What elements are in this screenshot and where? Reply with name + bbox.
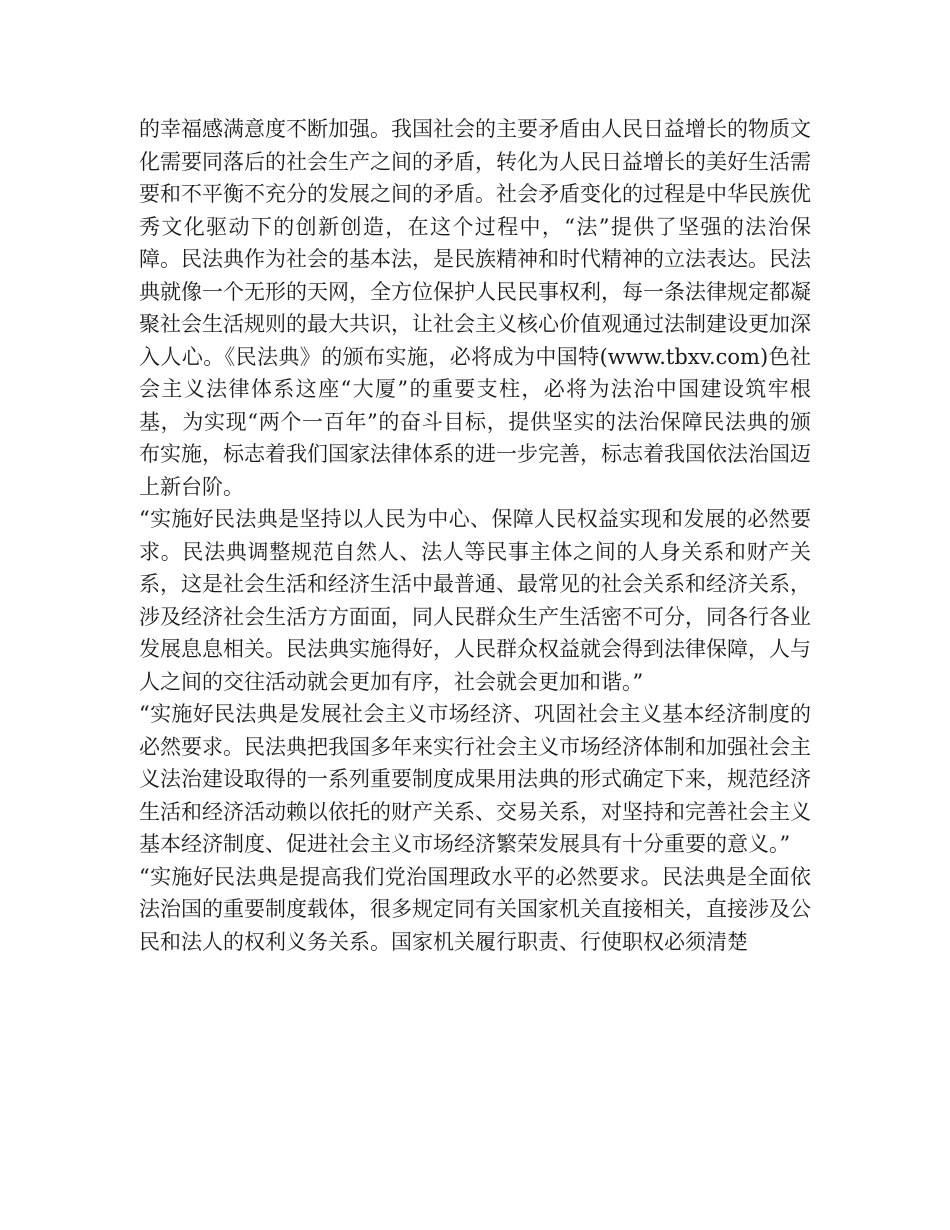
paragraph-3: “实施好民法典是发展社会主义市场经济、巩固社会主义基本经济制度的必然要求。民法典把我国多年来实行社会主义市场经济体制和加强社会主义法治建设取得的一系列重要制度成果用法典的形式确定下来，规范经济生活和经济活动赖以依托的财产关系、交易关系，对坚持和完善社会主义基本经济制度、促进社会主义市场经济繁荣发展具有十分重要的意义。” — [139, 702, 811, 856]
paragraph-4: “实施好民法典是提高我们党治国理政水平的必然要求。民法典是全面依法治国的重要制度载体，很多规定同有关国家机关直接相关，直接涉及公民和法人的权利义务关系。国家机关履行职责、行使职权必须清楚 — [139, 864, 811, 954]
document-body — [139, 113, 811, 958]
paragraph-2: “实施好民法典是坚持以人民为中心、保障人民权益实现和发展的必然要求。民法典调整规范自然人、法人等民事主体之间的人身关系和财产关系，这是社会生活和经济生活中最普通、最常见的社会关系和经济关系，涉及经济社会生活方方面面，同人民群众生产生活密不可分，同各行各业发展息息相关。民法典实施得好，人民群众权益就会得到法律保障，人与人之间的交往活动就会更加有序，社会就会更加和谐。” — [139, 507, 811, 694]
paragraph-1: 的幸福感满意度不断加强。我国社会的主要矛盾由人民日益增长的物质文化需要同落后的社会生产之间的矛盾，转化为人民日益增长的美好生活需要和不平衡不充分的发展之间的矛盾。社会矛盾变化的过程是中华民族优秀文化驱动下的创新创造，在这个过程中，“法”提供了坚强的法治保障。民法典作为社会的基本法，是民族精神和时代精神的立法表达。民法典就像一个无形的天网，全方位保护人民民事权利，每一条法律规定都凝聚社会生活规则的最大共识，让社会主义核心价值观通过法制建设更加深入人心。《民法典》的颁布实施，必将成为中国特(www.tbxv.com)色社会主义法律体系这座“大厦”的重要支柱，必将为法治中国建设筑牢根基，为实现“两个一百年”的奋斗目标，提供坚实的法治保障民法典的颁布实施，标志着我们国家法律体系的进一步完善，标志着我国依法治国迈上新台阶。 — [139, 117, 811, 499]
